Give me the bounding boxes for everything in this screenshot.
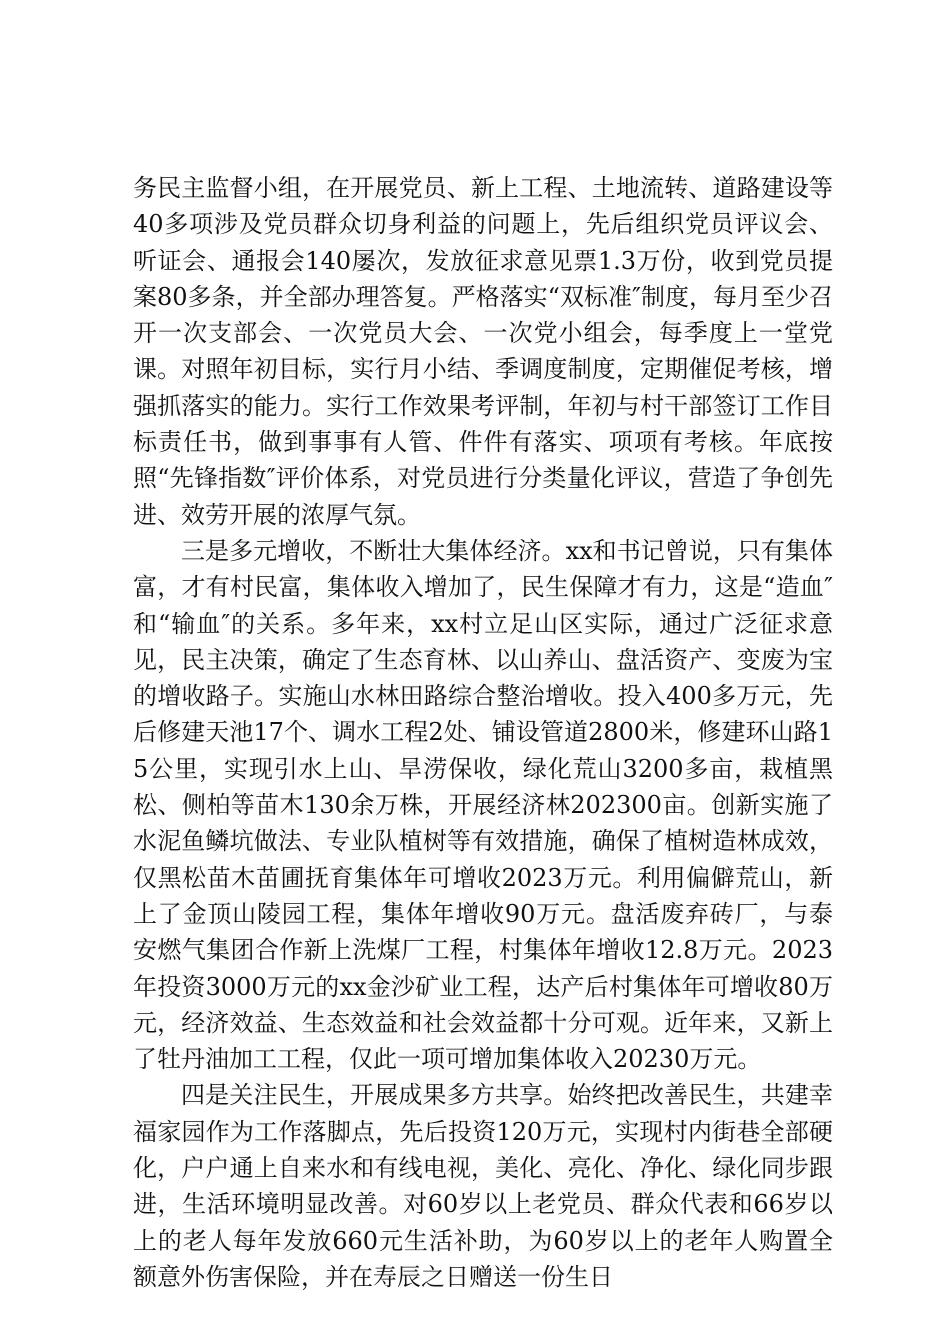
document-body [133,170,833,1295]
paragraph-1: 务民主监督小组，在开展党员、新上工程、土地流转、道路建设等40多项涉及党员群众切身利益的问题上，先后组织党员评议会、听证会、通报会140屡次，发放征求意见票1.3万份，收到党员提案80多条，并全部办理答复。严格落实“双标准″制度，每月至少召开一次支部会、一次党员大会、一次党小组会，每季度上一堂党课。对照年初目标，实行月小结、季调度制度，定期催促考核，增强抓落实的能力。实行工作效果考评制，年初与村干部签订工作目标责任书，做到事事有人管、件件有落实、项项有考核。年底按照“先锋指数″评价体系，对党员进行分类量化评议，营造了争创先进、效劳开展的浓厚气氛。 [133,174,833,529]
paragraph-3: 四是关注民生，开展成果多方共享。始终把改善民生，共建幸福家园作为工作落脚点，先后投资120万元，实现村内街巷全部硬化，户户通上自来水和有线电视，美化、亮化、净化、绿化同步跟进，生活环境明显改善。对60岁以上老党员、群众代表和66岁以上的老人每年发放660元生活补助，为60岁以上的老年人购置全额意外伤害保险，并在寿辰之日赠送一份生日 [133,1081,833,1291]
paragraph-2: 三是多元增收，不断壮大集体经济。xx和书记曾说，只有集体富，才有村民富，集体收入增加了，民生保障才有力，这是“造血″和“输血″的关系。多年来，xx村立足山区实际，通过广泛征求意见，民主决策，确定了生态育林、以山养山、盘活资产、变废为宝的增收路子。实施山水林田路综合整治增收。投入400多万元，先后修建天池17个、调水工程2处、铺设管道2800米，修建环山路15公里，实现引水上山、旱涝保收，绿化荒山3200多亩，栽植黑松、侧柏等苗木130余万株，开展经济林202300亩。创新实施了水泥鱼鳞坑做法、专业队植树等有效措施，确保了植树造林成效，仅黑松苗木苗圃抚育集体年可增收2023万元。利用偏僻荒山，新上了金顶山陵园工程，集体年增收90万元。盘活废弃砖厂，与泰安燃气集团合作新上洗煤厂工程，村集体年增收12.8万元。2023年投资3000万元的xx金沙矿业工程，达产后村集体年可增收80万元，经济效益、生态效益和社会效益都十分可观。近年来，又新上了牡丹油加工工程，仅此一项可增加集体收入20230万元。 [133,536,833,1074]
